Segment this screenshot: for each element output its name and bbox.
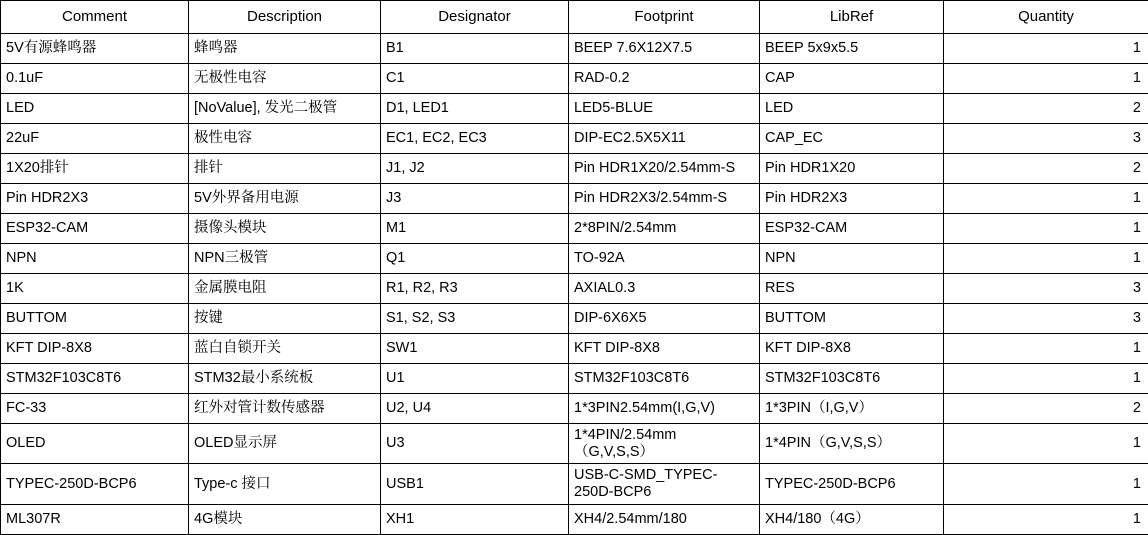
column-header-quantity: Quantity: [944, 1, 1148, 34]
cell-comment: KFT DIP-8X8: [1, 334, 189, 364]
cell-footprint: LED5-BLUE: [569, 94, 760, 124]
cell-designator: J1, J2: [381, 154, 569, 184]
cell-comment: 0.1uF: [1, 64, 189, 94]
cell-description: 无极性电容: [189, 64, 381, 94]
cell-footprint: RAD-0.2: [569, 64, 760, 94]
table-row: [1, 334, 1148, 364]
cell-quantity: 1: [944, 64, 1148, 94]
cell-comment: 5V有源蜂鸣器: [1, 34, 189, 64]
cell-footprint: AXIAL0.3: [569, 274, 760, 304]
table-row: [1, 504, 1148, 534]
cell-footprint: DIP-EC2.5X5X11: [569, 124, 760, 154]
cell-libref: BEEP 5x9x5.5: [760, 34, 944, 64]
cell-description: STM32最小系统板: [189, 364, 381, 394]
column-header-footprint: Footprint: [569, 1, 760, 34]
cell-footprint: 1*3PIN2.54mm(I,G,V): [569, 394, 760, 424]
cell-designator: U3: [381, 424, 569, 464]
cell-designator: J3: [381, 184, 569, 214]
cell-description: OLED显示屏: [189, 424, 381, 464]
cell-comment: Pin HDR2X3: [1, 184, 189, 214]
cell-comment: 1X20排针: [1, 154, 189, 184]
cell-footprint: STM32F103C8T6: [569, 364, 760, 394]
cell-designator: XH1: [381, 504, 569, 534]
cell-description: 4G模块: [189, 504, 381, 534]
cell-designator: Q1: [381, 244, 569, 274]
cell-quantity: 2: [944, 94, 1148, 124]
table-row: [1, 304, 1148, 334]
cell-designator: D1, LED1: [381, 94, 569, 124]
cell-libref: Pin HDR2X3: [760, 184, 944, 214]
cell-libref: KFT DIP-8X8: [760, 334, 944, 364]
cell-description: 红外对管计数传感器: [189, 394, 381, 424]
cell-designator: USB1: [381, 464, 569, 504]
table-row: [1, 394, 1148, 424]
cell-designator: B1: [381, 34, 569, 64]
cell-libref: BUTTOM: [760, 304, 944, 334]
column-header-description: Description: [189, 1, 381, 34]
cell-libref: RES: [760, 274, 944, 304]
table-row: [1, 424, 1148, 464]
cell-description: Type-c 接口: [189, 464, 381, 504]
cell-description: 摄像头模块: [189, 214, 381, 244]
cell-libref: TYPEC-250D-BCP6: [760, 464, 944, 504]
cell-comment: 22uF: [1, 124, 189, 154]
cell-libref: CAP_EC: [760, 124, 944, 154]
table-row: [1, 64, 1148, 94]
cell-libref: LED: [760, 94, 944, 124]
cell-quantity: 1: [944, 464, 1148, 504]
table-row: [1, 274, 1148, 304]
cell-quantity: 1: [944, 424, 1148, 464]
cell-comment: NPN: [1, 244, 189, 274]
cell-comment: ML307R: [1, 504, 189, 534]
cell-quantity: 3: [944, 304, 1148, 334]
cell-description: 蓝白自锁开关: [189, 334, 381, 364]
cell-description: NPN三极管: [189, 244, 381, 274]
cell-designator: U2, U4: [381, 394, 569, 424]
table-body: [1, 34, 1148, 535]
table-row: [1, 34, 1148, 64]
table-row: [1, 184, 1148, 214]
cell-libref: Pin HDR1X20: [760, 154, 944, 184]
cell-libref: CAP: [760, 64, 944, 94]
table-row: [1, 464, 1148, 504]
cell-designator: SW1: [381, 334, 569, 364]
cell-designator: U1: [381, 364, 569, 394]
table-row: [1, 94, 1148, 124]
column-header-designator: Designator: [381, 1, 569, 34]
cell-comment: STM32F103C8T6: [1, 364, 189, 394]
cell-quantity: 1: [944, 364, 1148, 394]
column-header-comment: Comment: [1, 1, 189, 34]
table-row: [1, 364, 1148, 394]
cell-designator: R1, R2, R3: [381, 274, 569, 304]
cell-comment: FC-33: [1, 394, 189, 424]
cell-quantity: 1: [944, 34, 1148, 64]
cell-quantity: 3: [944, 124, 1148, 154]
cell-quantity: 1: [944, 184, 1148, 214]
cell-footprint: TO-92A: [569, 244, 760, 274]
cell-footprint: BEEP 7.6X12X7.5: [569, 34, 760, 64]
cell-designator: EC1, EC2, EC3: [381, 124, 569, 154]
cell-description: 金属膜电阻: [189, 274, 381, 304]
cell-footprint: Pin HDR2X3/2.54mm-S: [569, 184, 760, 214]
cell-description: 排针: [189, 154, 381, 184]
cell-quantity: 2: [944, 394, 1148, 424]
cell-libref: ESP32-CAM: [760, 214, 944, 244]
cell-footprint: 1*4PIN/2.54mm （G,V,S,S）: [569, 424, 760, 464]
cell-description: 蜂鸣器: [189, 34, 381, 64]
table-row: [1, 124, 1148, 154]
table-row: [1, 214, 1148, 244]
cell-quantity: 1: [944, 334, 1148, 364]
cell-quantity: 1: [944, 214, 1148, 244]
column-header-libref: LibRef: [760, 1, 944, 34]
cell-libref: XH4/180（4G）: [760, 504, 944, 534]
cell-libref: 1*3PIN（I,G,V）: [760, 394, 944, 424]
cell-designator: S1, S2, S3: [381, 304, 569, 334]
cell-quantity: 1: [944, 244, 1148, 274]
cell-comment: 1K: [1, 274, 189, 304]
cell-quantity: 2: [944, 154, 1148, 184]
cell-comment: BUTTOM: [1, 304, 189, 334]
table-header: [1, 1, 1148, 34]
cell-description: [NoValue], 发光二极管: [189, 94, 381, 124]
cell-comment: LED: [1, 94, 189, 124]
table-row: [1, 244, 1148, 274]
cell-designator: C1: [381, 64, 569, 94]
cell-description: 极性电容: [189, 124, 381, 154]
cell-comment: ESP32-CAM: [1, 214, 189, 244]
cell-footprint: USB-C-SMD_TYPEC-250D-BCP6: [569, 464, 760, 504]
cell-quantity: 3: [944, 274, 1148, 304]
cell-libref: STM32F103C8T6: [760, 364, 944, 394]
cell-libref: NPN: [760, 244, 944, 274]
cell-quantity: 1: [944, 504, 1148, 534]
table-row: [1, 154, 1148, 184]
cell-footprint: DIP-6X6X5: [569, 304, 760, 334]
cell-comment: TYPEC-250D-BCP6: [1, 464, 189, 504]
cell-description: 5V外界备用电源: [189, 184, 381, 214]
cell-libref: 1*4PIN（G,V,S,S）: [760, 424, 944, 464]
cell-footprint: XH4/2.54mm/180: [569, 504, 760, 534]
cell-footprint: 2*8PIN/2.54mm: [569, 214, 760, 244]
header-row: [1, 1, 1148, 34]
cell-footprint: Pin HDR1X20/2.54mm-S: [569, 154, 760, 184]
cell-comment: OLED: [1, 424, 189, 464]
cell-description: 按键: [189, 304, 381, 334]
cell-designator: M1: [381, 214, 569, 244]
cell-footprint: KFT DIP-8X8: [569, 334, 760, 364]
